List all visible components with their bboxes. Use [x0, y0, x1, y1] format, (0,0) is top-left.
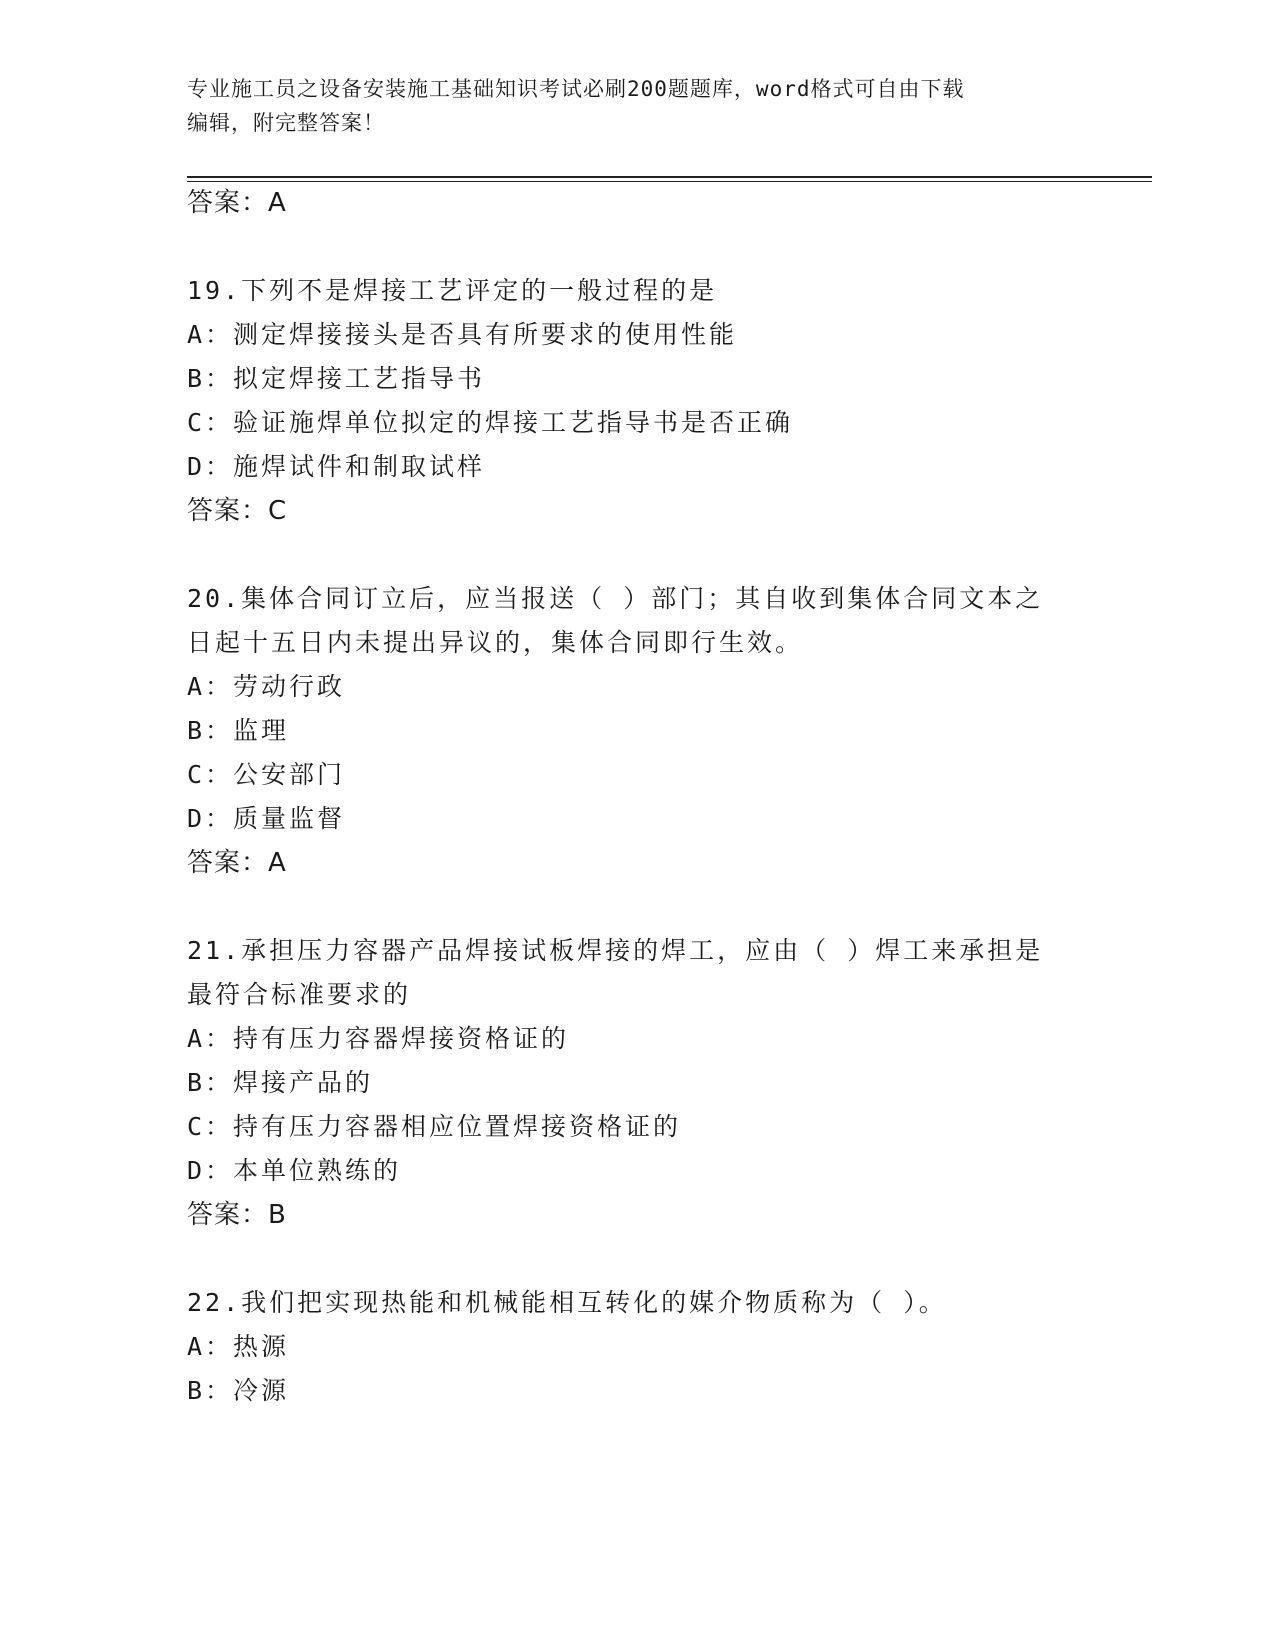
document-header	[187, 72, 1067, 140]
question-20-option-b: B：监理	[187, 716, 290, 745]
question-22-stem: 22.我们把实现热能和机械能相互转化的媒介物质称为（ ）。	[187, 1288, 947, 1317]
question-22-option-a: A：热源	[187, 1332, 290, 1361]
question-22-option-b: B：冷源	[187, 1376, 290, 1405]
question-20-option-d: D：质量监督	[187, 804, 346, 833]
answer-20: 答案：A	[187, 848, 287, 878]
question-21-stem-line-2: 最符合标准要求的	[187, 980, 412, 1009]
question-21-option-d: D：本单位熟练的	[187, 1156, 402, 1185]
question-20-option-c: C：公安部门	[187, 760, 346, 789]
question-20-option-a: A：劳动行政	[187, 672, 346, 701]
question-20-stem-line-2: 日起十五日内未提出异议的，集体合同即行生效。	[187, 628, 804, 657]
question-19-option-d: D：施焊试件和制取试样	[187, 452, 486, 481]
header-divider-thin	[187, 181, 1152, 182]
question-20-stem-line-1: 20.集体合同订立后，应当报送（ ）部门；其自收到集体合同文本之	[187, 584, 1044, 613]
answer-18: 答案：A	[187, 188, 287, 218]
answer-19: 答案：C	[187, 496, 288, 526]
question-19-stem: 19.下列不是焊接工艺评定的一般过程的是	[187, 276, 718, 305]
question-19-option-a: A：测定焊接接头是否具有所要求的使用性能	[187, 320, 738, 349]
question-21-option-a: A：持有压力容器焊接资格证的	[187, 1024, 570, 1053]
question-21-option-b: B：焊接产品的	[187, 1068, 374, 1097]
question-19-option-c: C：验证施焊单位拟定的焊接工艺指导书是否正确	[187, 408, 794, 437]
question-19-option-b: B：拟定焊接工艺指导书	[187, 364, 486, 393]
header-title-line-1: 专业施工员之设备安装施工基础知识考试必刷200题题库，word格式可自由下载	[187, 77, 965, 101]
question-21-stem-line-1: 21.承担压力容器产品焊接试板焊接的焊工，应由（ ）焊工来承担是	[187, 936, 1044, 965]
header-title-line-2: 编辑，附完整答案！	[187, 111, 385, 135]
header-divider-thick	[187, 176, 1152, 178]
question-21-option-c: C：持有压力容器相应位置焊接资格证的	[187, 1112, 682, 1141]
answer-21: 答案：B	[187, 1200, 287, 1230]
